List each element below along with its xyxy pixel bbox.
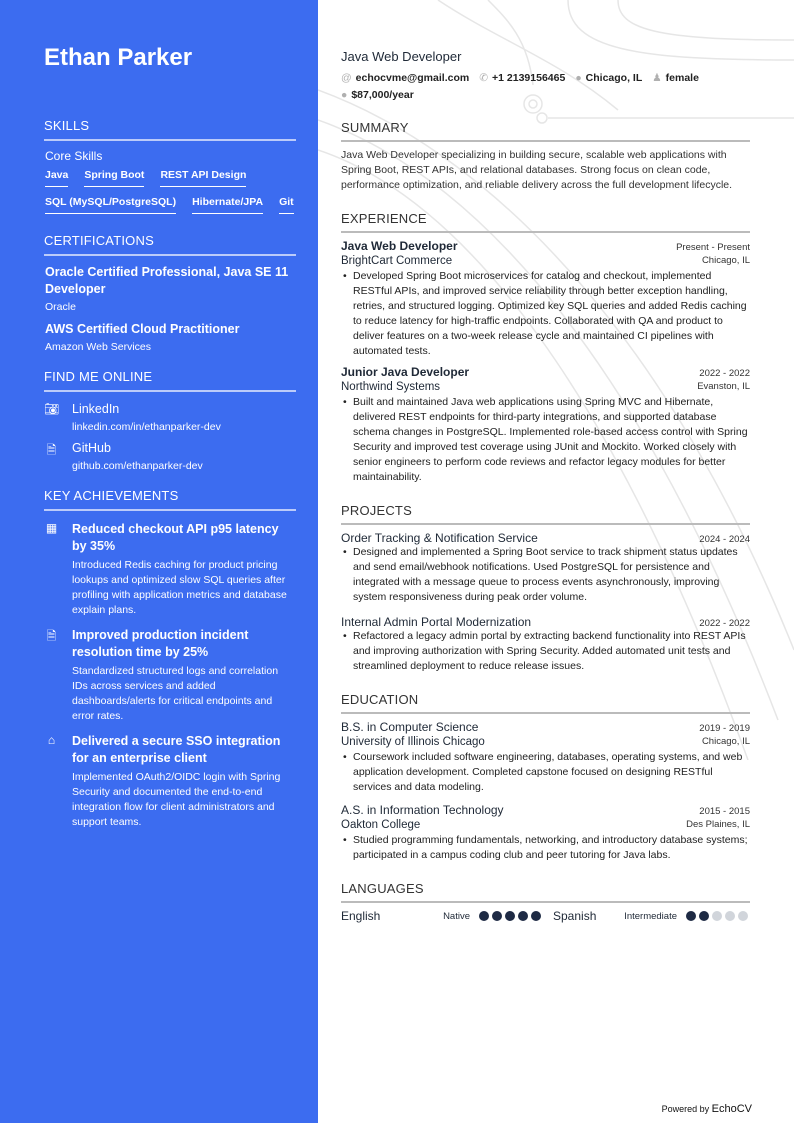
bullet: • Built and maintained Java web applications using Spring MVC and Hibernate, delivered REST endpoints for third-party integrations, and supported database schema changes in PostgreSQL. Implemented role-based access control with Spring Security and improved test coverage using JUnit and Mockito. Worked closely with senior engineers to perform code reviews and refactor legacy modules for better maintainability.	[341, 395, 750, 485]
language-name: Spanish	[553, 909, 597, 923]
skills-list	[45, 169, 296, 223]
proficiency-dot	[725, 911, 735, 921]
projects-list	[341, 531, 750, 674]
main-content	[341, 49, 750, 923]
profile-label: GitHub	[72, 441, 111, 455]
profile-body	[72, 441, 203, 472]
email-text: echocvme@gmail.com	[355, 72, 470, 84]
projects-heading: PROJECTS	[341, 503, 750, 525]
achievement-description: Standardized structured logs and correlation IDs across services and added dashboards/alerts for critical endpoints and error rates.	[72, 665, 279, 722]
achievement-title: Delivered a secure SSO integration for an enterprise client	[72, 734, 281, 765]
summary-text: Java Web Developer specializing in building secure, scalable web applications with Spring Boot, REST APIs, and relational databases. Strong focus on clean code, performance optimization, and reliable delivery across the full development lifecycle.	[341, 149, 733, 191]
at-icon: @	[341, 72, 352, 84]
dates: 2015 - 2015	[699, 806, 750, 817]
education-item	[341, 720, 750, 795]
footer	[662, 1103, 752, 1115]
achievement-body	[72, 627, 296, 731]
school: University of Illinois Chicago	[341, 736, 485, 748]
footer-brand[interactable]: EchoCV	[711, 1103, 752, 1115]
bullet-list	[341, 750, 750, 795]
achievement-description: Implemented OAuth2/OIDC login with Spring Security and documented the end-to-end integration flow for client administrators and support teams.	[72, 771, 281, 828]
proficiency-dot	[518, 911, 528, 921]
footer-prefix: Powered by	[661, 1104, 710, 1114]
experience-list	[341, 239, 750, 485]
role: Java Web Developer	[341, 239, 458, 253]
degree: B.S. in Computer Science	[341, 720, 479, 734]
bullet-list	[341, 629, 750, 674]
education-header	[341, 803, 750, 817]
profile-label: LinkedIn	[72, 402, 120, 416]
experience-header	[341, 239, 750, 253]
bullet-list	[341, 395, 750, 485]
location: Chicago, IL	[701, 255, 750, 266]
calendar-icon: ▦	[45, 521, 58, 535]
achievement-title: Reduced checkout API p95 latency by 35%	[72, 522, 279, 553]
online-list	[44, 402, 296, 472]
skill-tag: REST API Design	[160, 169, 246, 187]
skill-tag: SQL (MySQL/PostgreSQL)	[45, 196, 176, 214]
bullet: • Coursework included software engineering, databases, operating systems, and web application development. Completed capstone focused on designing RESTful services and data modeling.	[341, 750, 750, 795]
certifications-heading: CERTIFICATIONS	[44, 233, 296, 256]
certification-title: AWS Certified Cloud Practitioner	[45, 322, 240, 336]
gender-text: female	[665, 72, 699, 84]
bullet-list	[341, 833, 750, 863]
dates: 2022 - 2022	[699, 368, 750, 379]
proficiency-dot	[531, 911, 541, 921]
proficiency-dot	[492, 911, 502, 921]
dates: 2024 - 2024	[699, 534, 750, 545]
experience-heading: EXPERIENCE	[341, 211, 750, 233]
skills-heading: SKILLS	[44, 118, 296, 141]
achievement-item	[44, 521, 296, 625]
certifications-list	[44, 264, 296, 353]
online-heading: FIND ME ONLINE	[44, 369, 296, 392]
achievement-title: Improved production incident resolution time by 25%	[72, 628, 249, 659]
proficiency-dot	[712, 911, 722, 921]
dates: 2022 - 2022	[699, 618, 750, 629]
project-item	[341, 531, 750, 605]
education-item	[341, 803, 750, 863]
experience-sub	[341, 255, 750, 267]
achievement-body	[72, 521, 296, 625]
skill-tag: Git	[279, 196, 294, 214]
location: Des Plaines, IL	[686, 819, 750, 830]
skill-tag: Spring Boot	[84, 169, 144, 187]
profile-url[interactable]: github.com/ethanparker-dev	[72, 460, 203, 472]
phone	[479, 72, 565, 85]
bullet-list	[341, 269, 750, 359]
candidate-name: Ethan Parker	[44, 44, 193, 71]
sidebar	[0, 0, 318, 1123]
phone-icon: ✆	[479, 72, 489, 84]
degree: A.S. in Information Technology	[341, 803, 504, 817]
bullet: • Studied programming fundamentals, networking, and introductory database systems; participated in a campus coding club and peer tutoring for Java labs.	[341, 833, 750, 863]
certification-issuer: Amazon Web Services	[45, 341, 152, 353]
salary-text: $87,000/year	[351, 89, 414, 101]
file-icon: 🗎	[46, 629, 57, 643]
proficiency-dot	[738, 911, 748, 921]
languages-heading: LANGUAGES	[341, 881, 750, 903]
experience-sub	[341, 381, 750, 393]
gender	[652, 72, 699, 85]
education-list	[341, 720, 750, 863]
bullet: • Designed and implemented a Spring Boot service to track shipment status updates and send email/webhook notifications. Used PostgreSQL for persistence and integrated with a message queue to process events asynchronously, improving system responsiveness during peak order volume.	[341, 545, 750, 605]
contact-info	[341, 72, 750, 102]
certification-issuer: Oracle	[45, 301, 76, 313]
achievement-body	[72, 733, 296, 837]
project-name: Internal Admin Portal Modernization	[341, 615, 532, 629]
location: Evanston, IL	[697, 381, 750, 392]
file-icon: 🗎	[46, 443, 57, 457]
company: BrightCart Commerce	[341, 255, 453, 267]
project-name: Order Tracking & Notification Service	[341, 531, 538, 545]
language-level: Intermediate	[624, 910, 677, 922]
job-title: Java Web Developer	[341, 49, 462, 64]
email[interactable]	[341, 72, 469, 85]
money-icon: ●	[341, 89, 348, 101]
location-pin-icon: ●	[575, 72, 582, 84]
camera-icon: 📷︎	[44, 402, 60, 416]
education-heading: EDUCATION	[341, 692, 750, 714]
project-header	[341, 531, 750, 545]
skill-tag: Java	[45, 169, 68, 187]
bullet-list	[341, 545, 750, 605]
education-sub	[341, 819, 750, 831]
language-name: English	[341, 909, 381, 923]
languages-list	[341, 909, 750, 923]
education-sub	[341, 736, 750, 748]
achievement-item	[44, 627, 296, 731]
proficiency-dot	[505, 911, 515, 921]
certification-title: Oracle Certified Professional, Java SE 11 Developer	[45, 265, 289, 296]
summary-heading: SUMMARY	[341, 120, 750, 142]
dates: Present - Present	[676, 242, 750, 253]
bullet: • Refactored a legacy admin portal by extracting backend functionality into REST APIs and improving authorization with Spring Security. Added automated unit tests and streamlined deployment to reduce release issues.	[341, 629, 750, 674]
project-item	[341, 615, 750, 674]
phone-text: +1 2139156465	[492, 72, 566, 84]
skill-tag: Hibernate/JPA	[192, 196, 263, 214]
school: Oakton College	[341, 819, 421, 831]
cake-icon: ⌂	[47, 733, 56, 747]
location: Chicago, IL	[701, 736, 750, 747]
person-icon: ♟	[652, 72, 662, 84]
language-item	[341, 909, 541, 923]
achievement-description: Introduced Redis caching for product pricing lookups and optimized slow SQL queries after profiling with application metrics and database explain plans.	[72, 559, 287, 616]
education-header	[341, 720, 750, 734]
proficiency-dot	[686, 911, 696, 921]
proficiency-dot	[699, 911, 709, 921]
online-profile[interactable]	[44, 402, 296, 433]
profile-body	[72, 402, 221, 433]
online-profile[interactable]	[44, 441, 296, 472]
achievements-heading: KEY ACHIEVEMENTS	[44, 488, 296, 511]
language-item	[553, 909, 748, 923]
language-level: Native	[443, 910, 470, 922]
project-header	[341, 615, 750, 629]
achievement-item	[44, 733, 296, 837]
experience-header	[341, 365, 750, 379]
salary	[341, 89, 414, 102]
dates: 2019 - 2019	[699, 723, 750, 734]
role: Junior Java Developer	[341, 365, 470, 379]
experience-item	[341, 239, 750, 359]
proficiency-dot	[479, 911, 489, 921]
company: Northwind Systems	[341, 381, 441, 393]
location-text: Chicago, IL	[585, 72, 643, 84]
skills-subheading: Core Skills	[45, 149, 103, 163]
bullet: • Developed Spring Boot microservices for catalog and checkout, implemented RESTful APIs, and improved service reliability through better exception handling, retries, and structured logging. Optimized key SQL queries and added Redis caching to reduce latency for high-traffic endpoints. Collaborated with QA and product to deliver features on a two-week release cycle and maintained CI pipelines with automated tests.	[341, 269, 750, 359]
profile-url[interactable]: linkedin.com/in/ethanparker-dev	[72, 421, 221, 433]
experience-item	[341, 365, 750, 485]
achievements-list	[44, 521, 296, 837]
location	[575, 72, 642, 85]
